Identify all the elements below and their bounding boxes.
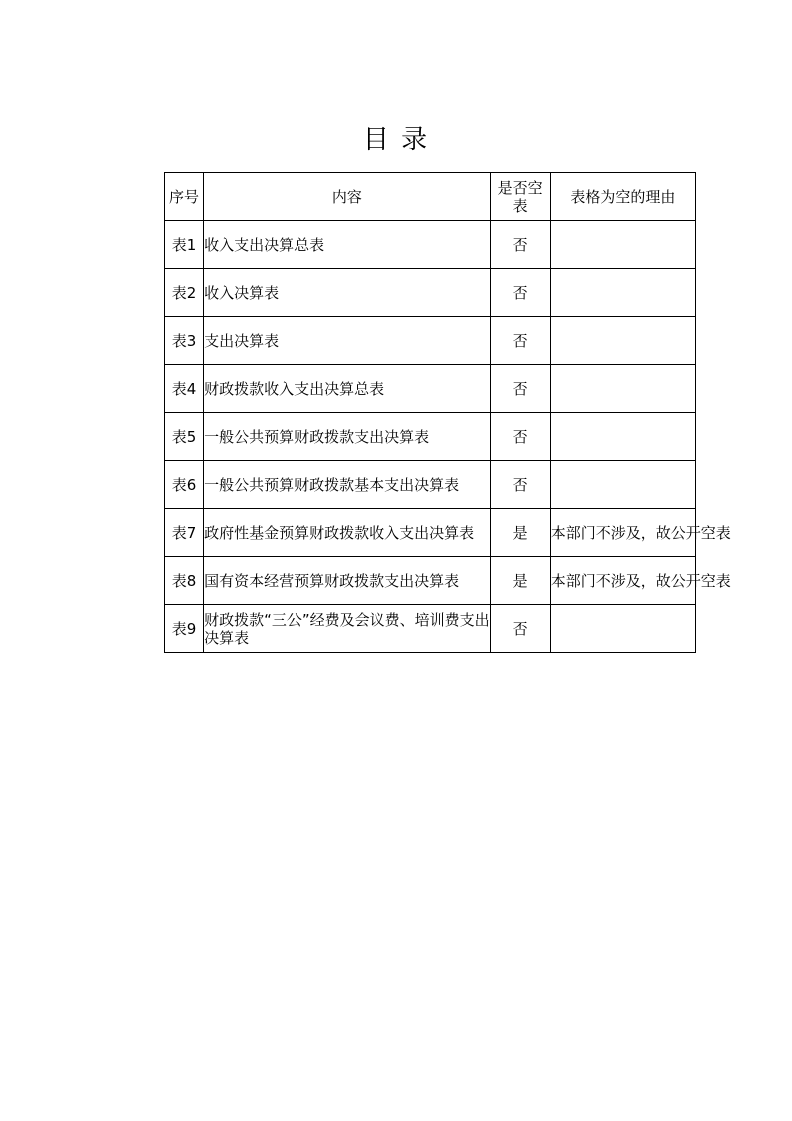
row-content: 收入决算表 [204, 269, 491, 317]
row-empty: 否 [490, 413, 550, 461]
row-reason [550, 365, 695, 413]
row-empty: 否 [490, 461, 550, 509]
row-empty: 否 [490, 317, 550, 365]
row-reason [550, 461, 695, 509]
row-no: 表9 [165, 605, 204, 653]
table-row [165, 413, 696, 461]
table-row [165, 605, 696, 653]
table-row [165, 269, 696, 317]
row-no: 表7 [165, 509, 204, 557]
row-no: 表3 [165, 317, 204, 365]
row-empty: 否 [490, 605, 550, 653]
toc-table [164, 172, 731, 653]
row-empty: 否 [490, 221, 550, 269]
row-content: 政府性基金预算财政拨款收入支出决算表 [204, 509, 491, 557]
row-reason [550, 413, 695, 461]
row-content: 支出决算表 [204, 317, 491, 365]
row-content: 财政拨款收入支出决算总表 [204, 365, 491, 413]
row-reason [550, 605, 695, 653]
header-reason: 表格为空的理由 [550, 173, 695, 221]
table-row [165, 557, 696, 605]
row-content: 一般公共预算财政拨款支出决算表 [204, 413, 491, 461]
row-content: 国有资本经营预算财政拨款支出决算表 [204, 557, 491, 605]
header-empty: 是否空表 [490, 173, 550, 221]
row-no: 表5 [165, 413, 204, 461]
row-content: 收入支出决算总表 [204, 221, 491, 269]
table-row [165, 509, 696, 557]
table-row [165, 317, 696, 365]
row-reason [550, 221, 695, 269]
row-empty: 是 [490, 509, 550, 557]
table-row [165, 365, 696, 413]
row-content: 一般公共预算财政拨款基本支出决算表 [204, 461, 491, 509]
row-no: 表1 [165, 221, 204, 269]
row-reason: 本部门不涉及，故公开空表 [550, 557, 695, 605]
row-no: 表2 [165, 269, 204, 317]
row-no: 表6 [165, 461, 204, 509]
header-no: 序号 [165, 173, 204, 221]
page-title: 目 录 [362, 125, 430, 155]
row-reason: 本部门不涉及，故公开空表 [550, 509, 695, 557]
row-empty: 否 [490, 365, 550, 413]
row-empty: 是 [490, 557, 550, 605]
row-reason [550, 269, 695, 317]
header-content: 内容 [204, 173, 491, 221]
table-row [165, 221, 696, 269]
row-no: 表4 [165, 365, 204, 413]
row-reason [550, 317, 695, 365]
row-empty: 否 [490, 269, 550, 317]
row-no: 表8 [165, 557, 204, 605]
table-row [165, 461, 696, 509]
table-header-row [165, 173, 696, 221]
row-content: 财政拨款“三公”经费及会议费、培训费支出决算表 [204, 605, 491, 653]
